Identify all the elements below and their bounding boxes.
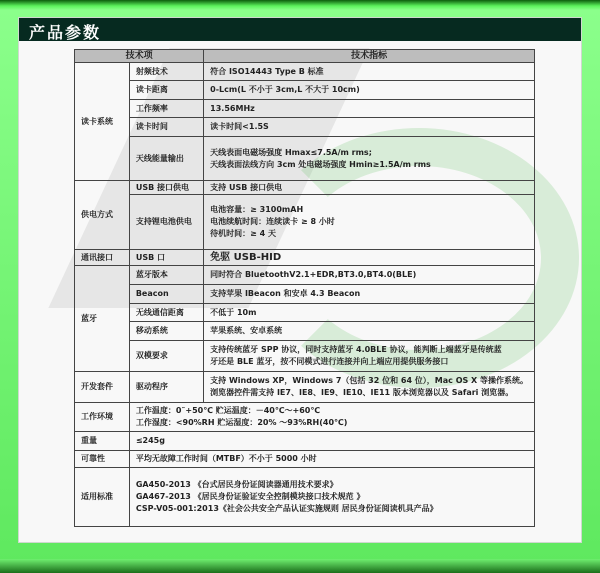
table-row: [75, 250, 535, 266]
cell-label: 工作环境: [75, 403, 130, 432]
product-params-panel: [18, 17, 582, 543]
value-line: 电池续航时间：连续读卡 ≥ 8 小时: [210, 217, 335, 226]
table-row: [75, 118, 535, 137]
cell-value: [204, 137, 535, 181]
value-line: 浏览器控件需支持 IE7、IE8、IE9、IE10、IE11 版本浏览器以及 Safari 浏览器。: [210, 388, 514, 397]
cell-value: [204, 372, 535, 403]
value-line: 读卡时间<1.5S: [210, 122, 269, 131]
cell-value: [204, 304, 535, 322]
value-line: 同时符合 BluetoothV2.1+EDR,BT3.0,BT4.0(BLE): [210, 270, 417, 279]
value-line: 13.56MHz: [210, 103, 255, 113]
cell-label: 开发套件: [75, 372, 130, 403]
cell-label: 读卡时间: [129, 118, 203, 137]
value-line: CSP-V05-001:2013《社会公共安全产品认证实施规则 居民身份证阅读机具产品》: [135, 504, 438, 513]
cell-label: 双模要求: [129, 341, 203, 372]
table-row: [75, 432, 535, 451]
table-row: [75, 285, 535, 304]
value-line: 支持 USB 接口供电: [210, 182, 283, 192]
value-line: 不低于 10m: [210, 307, 257, 317]
table-row: [75, 322, 535, 341]
table-row: [75, 468, 535, 527]
cell-label: 射频技术: [129, 63, 203, 81]
value-line: 牙还是 BLE 蓝牙，按不同模式进行连接并向上端应用提供服务接口: [210, 357, 449, 366]
cell-label: 蓝牙: [75, 266, 130, 372]
cell-label: 驱动程序: [129, 372, 203, 403]
value-line: 支持传统蓝牙 SPP 协议，同时支持蓝牙 4.0BLE 协议，能判断上端蓝牙是传统蓝: [210, 345, 502, 354]
cell-value: [204, 81, 535, 100]
cell-label: 免驱 USB-HID: [204, 250, 535, 266]
cell-label: USB 接口供电: [129, 181, 203, 195]
value-line: 支持苹果 IBeacon 和安卓 4.3 Beacon: [210, 289, 361, 298]
value-line: 工作湿度：<90%RH 贮运湿度：20% ～93%RH(40℃): [135, 418, 348, 427]
cell-label: 天线能量输出: [129, 137, 203, 181]
cell-label: ≤245g: [129, 432, 534, 451]
cell-value: [129, 403, 534, 432]
value-line: GA467-2013 《居民身份证验证安全控制模块接口技术规范 》: [135, 492, 365, 501]
table-row: [75, 137, 535, 181]
value-line: 天线表面法线方向 3cm 处电磁场强度 Hmin≥1.5A/m rms: [210, 159, 431, 169]
table-row: [75, 181, 535, 195]
cell-label: USB 口: [129, 250, 203, 266]
cell-label: 通讯接口: [75, 250, 130, 266]
cell-label: 平均无故障工作时间（MTBF）不小于 5000 小时: [129, 451, 534, 468]
table-row: [75, 372, 535, 403]
cell-label: 移动系统: [129, 322, 203, 341]
table-row: [75, 81, 535, 100]
cell-value: [204, 181, 535, 195]
cell-label: 蓝牙版本: [129, 266, 203, 285]
cell-value: [204, 285, 535, 304]
value-line: 0-Lcm(L 不小于 3cm,L 不大于 10cm): [210, 85, 360, 94]
cell-label: 读卡距离: [129, 81, 203, 100]
cell-label: 工作频率: [129, 100, 203, 118]
panel-title: 产品参数: [19, 18, 581, 41]
value-line: GA450-2013 《台式居民身份证阅读器通用技术要求》: [135, 480, 338, 489]
cell-label: 可靠性: [75, 451, 130, 468]
cell-label: 读卡系统: [75, 63, 130, 181]
table-row: [75, 100, 535, 118]
value-line: 天线表面电磁场强度 Hmax≤7.5A/m rms;: [210, 147, 372, 157]
cell-value: [129, 468, 534, 527]
table-row: [75, 451, 535, 468]
header-item: 技术项: [75, 50, 204, 63]
cell-value: [204, 322, 535, 341]
cell-label: 支持锂电池供电: [129, 195, 203, 250]
table-row: [75, 195, 535, 250]
table-row: [75, 63, 535, 81]
cell-label: 无线通信距离: [129, 304, 203, 322]
value-line: 工作温度：0˜+50℃ 贮运温度：－40℃～+60℃: [135, 406, 321, 415]
value-line: 待机时间：≥ 4 天: [210, 229, 277, 238]
value-line: 苹果系统、安卓系统: [210, 326, 283, 335]
header-spec: 技术指标: [204, 50, 535, 63]
table-row: [75, 341, 535, 372]
cell-label: 供电方式: [75, 181, 130, 250]
value-line: 支持 Windows XP，Windows 7（包括 32 位和 64 位），Mac OS X 等操作系统。: [210, 376, 528, 385]
table-row: [75, 266, 535, 285]
cell-value: [204, 195, 535, 250]
table-row: [75, 403, 535, 432]
cell-value: [204, 118, 535, 137]
value-line: 符合 ISO14443 Type B 标准: [210, 66, 324, 76]
cell-label: Beacon: [129, 285, 203, 304]
cell-value: [204, 63, 535, 81]
cell-value: [204, 266, 535, 285]
cell-value: [204, 100, 535, 118]
spec-table: [74, 49, 535, 527]
table-row: [75, 304, 535, 322]
table-header-row: [75, 50, 535, 63]
cell-label: 重量: [75, 432, 130, 451]
cell-value: [204, 341, 535, 372]
cell-label: 适用标准: [75, 468, 130, 527]
value-line: 电池容量：≥ 3100mAH: [210, 205, 304, 214]
